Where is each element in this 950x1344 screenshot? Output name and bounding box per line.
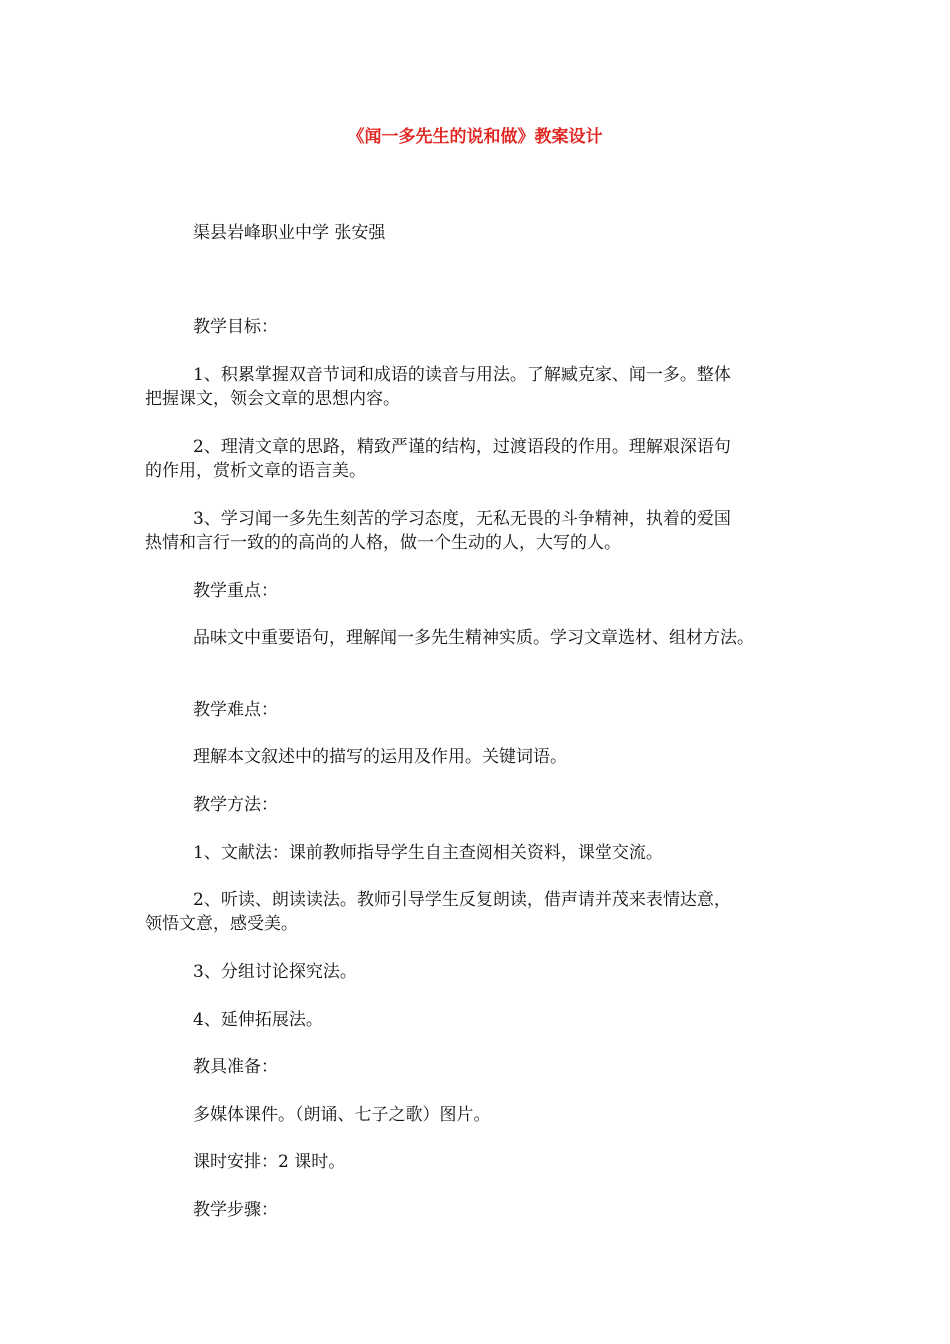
- keypoint-text: 品味文中重要语句，理解闻一多先生精神实质。学习文章选材、组材方法。: [193, 628, 754, 648]
- goal-3-line-2: 热情和言行一致的的高尚的人格，做一个生动的人，大写的人。: [145, 533, 621, 553]
- difficulty-text: 理解本文叙述中的描写的运用及作用。关键词语。: [193, 747, 567, 767]
- method-2-line-2: 领悟文意，感受美。: [145, 914, 298, 934]
- method-heading: 教学方法：: [193, 795, 278, 815]
- method-3: 3、分组讨论探究法。: [193, 962, 357, 982]
- goal-2-line-1: 2、理清文章的思路，精致严谨的结构，过渡语段的作用。理解艰深语句: [193, 437, 731, 457]
- goal-3-line-1: 3、学习闻一多先生刻苦的学习态度，无私无畏的斗争精神，执着的爱国: [193, 509, 731, 529]
- method-2-line-1: 2、听读、朗读读法。教师引导学生反复朗读，借声请并茂来表情达意，: [193, 890, 731, 910]
- author-line: 渠县岩峰职业中学 张安强: [193, 223, 386, 243]
- goal-2-line-2: 的作用，赏析文章的语言美。: [145, 461, 366, 481]
- goals-heading: 教学目标：: [193, 317, 278, 337]
- difficulty-heading: 教学难点：: [193, 700, 278, 720]
- method-1: 1、文献法：课前教师指导学生自主查阅相关资料，课堂交流。: [193, 843, 663, 863]
- document-title: 《闻一多先生的说和做》教案设计: [347, 127, 603, 147]
- keypoint-heading: 教学重点：: [193, 581, 278, 601]
- steps-heading: 教学步骤：: [193, 1200, 278, 1220]
- tools-heading: 教具准备：: [193, 1057, 278, 1077]
- goal-1-line-2: 把握课文，领会文章的思想内容。: [145, 389, 400, 409]
- goal-1-line-1: 1、积累掌握双音节词和成语的读音与用法。了解臧克家、闻一多。整体: [193, 365, 731, 385]
- method-4: 4、延伸拓展法。: [193, 1010, 323, 1030]
- schedule-line: 课时安排：2 课时。: [193, 1152, 346, 1172]
- tools-text: 多媒体课件。（朗诵、七子之歌）图片。: [193, 1105, 491, 1125]
